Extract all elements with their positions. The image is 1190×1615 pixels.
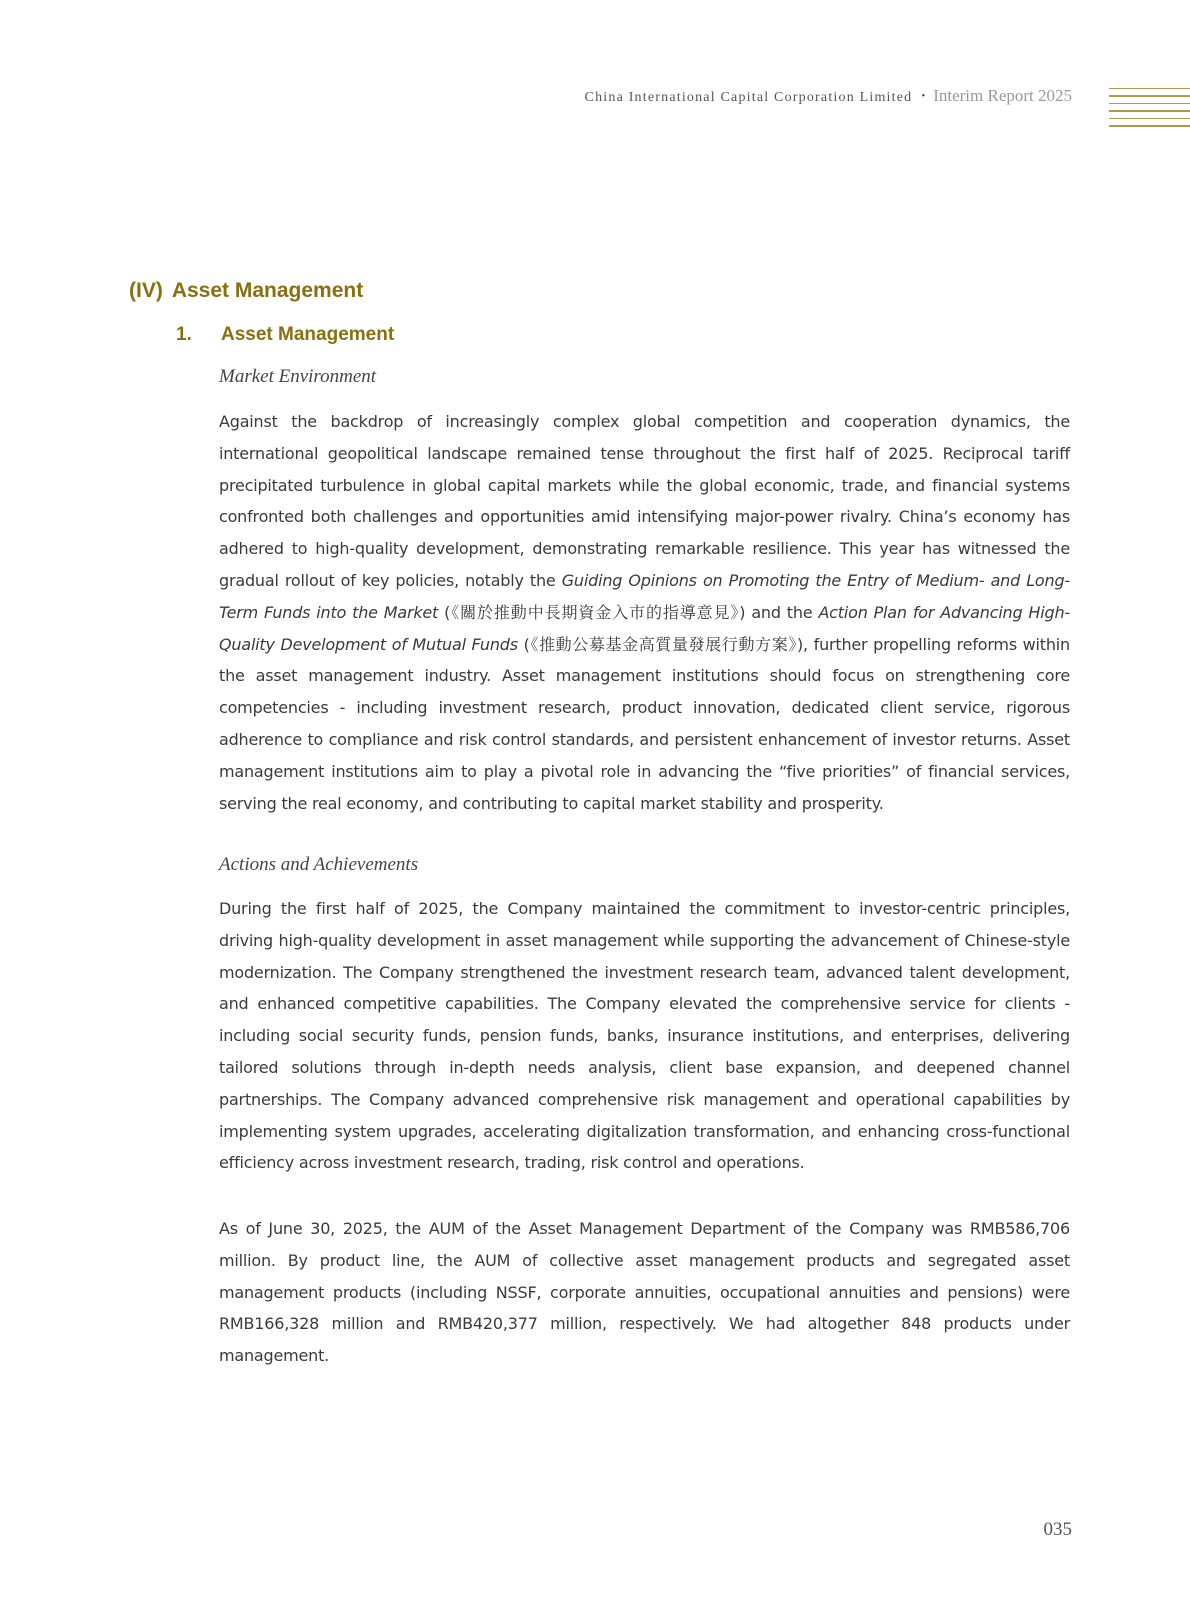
decorative-line (1109, 103, 1190, 104)
market-environment-heading: Market Environment (219, 366, 377, 387)
header-report-title: Interim Report 2025 (933, 86, 1072, 105)
decorative-line (1109, 125, 1190, 126)
actions-achievements-heading: Actions and Achievements (219, 854, 419, 875)
subsection-title-text: Asset Management (221, 324, 395, 345)
policy-2-title: Action Plan for Advancing High-Quality Development of Mutual Funds (219, 602, 1070, 654)
subsection-number: 1. (176, 324, 192, 345)
header-company: China International Capital Corporation Limited (584, 90, 913, 105)
decorative-line (1109, 110, 1190, 111)
actions-paragraph-1: During the first half of 2025, the Company maintained the commitment to investor-centric principles, driving high-quality development in asset management while supporting the advancement of Chinese-style modernization. The Company strengthened the investment research team, advanced talent development, and enhanced competitive capabilities. The Company elevated the comprehensive service for clients - including social security funds, pension funds, banks, insurance institutions, and enterprises, delivering tailored solutions through in-depth needs analysis, client base expansion, and deepened channel partnerships. The Company advanced comprehensive risk management and operational capabilities by implementing system upgrades, accelerating digitalization transformation, and enhancing cross-functional efficiency across investment research, trading, risk control and operations. (219, 899, 1070, 1173)
policy-1-title: Guiding Opinions on Promoting the Entry of Medium- and Long-Term Funds into the Market (219, 570, 1070, 622)
section-number: (IV) (129, 279, 163, 302)
decorative-line (1109, 95, 1190, 96)
actions-paragraph-2: As of June 30, 2025, the AUM of the Asset Management Department of the Company was RMB586,706 million. By product line, the AUM of collective asset management products and segregated asset management products (including NSSF, corporate annuities, occupational annuities and pensions) were RMB166,328 million and RMB420,377 million, respectively. We had altogether 848 products under management. (219, 1219, 1070, 1366)
market-text-1: Against the backdrop of increasingly complex global competition and cooperation dynamics, the international geopolitical landscape remained tense throughout the first half of 2025. Reciprocal tariff precipitated turbulence in global capital markets while the global economic, trade, and financial systems confronted both challenges and opportunities amid intensifying major-power rivalry. China’s economy has adhered to high-quality development, demonstrating remarkable resilience. This year has witnessed the gradual rollout of key policies, notably the (219, 412, 1070, 590)
section-title (129, 279, 363, 303)
page-header (585, 86, 1072, 106)
page-number: 035 (1043, 1519, 1072, 1540)
policy-1-chinese: (《關於推動中長期資金入市的指導意見》) (438, 602, 746, 622)
section-title-text: Asset Management (171, 279, 364, 302)
market-environment-paragraph (219, 406, 1070, 819)
market-text-3: , further propelling reforms within the asset management industry. Asset management institutions should focus on strengthening core competencies - including investment research, product innovation, dedicated client service, rigorous adherence to compliance and risk control standards, and persistent enhancement of investor returns. Asset management institutions aim to play a pivotal role in advancing the “five priorities” of financial services, serving the real economy, and contributing to capital market stability and prosperity. (219, 634, 1070, 813)
header-separator: • (921, 90, 926, 102)
decorative-line (1109, 118, 1190, 119)
decorative-lines (1109, 88, 1190, 133)
market-text-2: and the (745, 602, 819, 622)
subsection-title (176, 324, 394, 346)
decorative-line (1109, 88, 1190, 89)
policy-2-chinese: (《推動公募基金高質量發展行動方案》) (517, 634, 804, 654)
